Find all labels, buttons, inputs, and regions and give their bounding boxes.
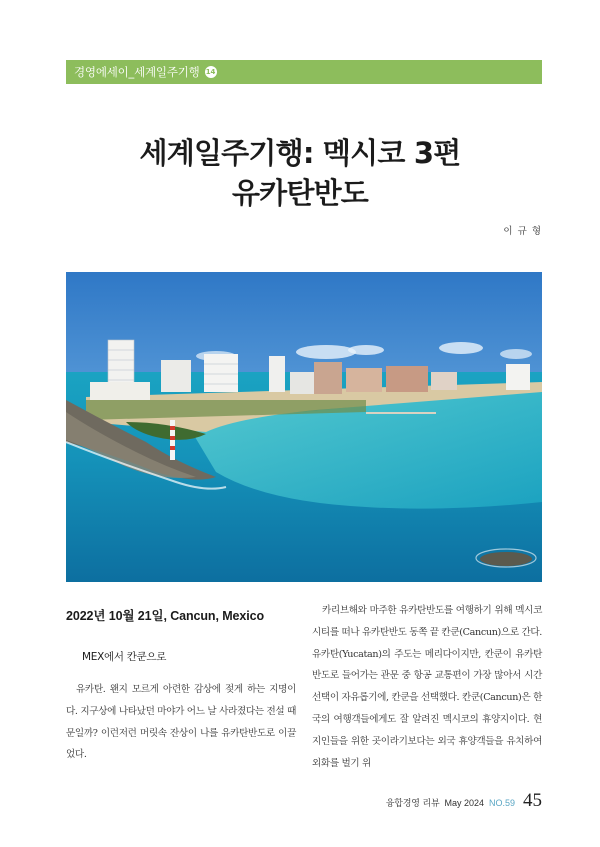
author-name: 이 규 형 (503, 226, 542, 237)
left-column-text (66, 679, 296, 766)
page-footer (386, 790, 542, 812)
page-number: 45 (523, 790, 542, 811)
date-location-heading: 2022년 10월 21일, Cancun, Mexico (66, 609, 264, 623)
right-column-paragraph: 카리브해와 마주한 유카탄반도를 여행하기 위해 멕시코시티를 떠나 유카탄반도 동쪽 끝 칸쿤(Cancun)으로 간다. 유카탄(Yucatan)의 주도는 메리다이지만, 칸쿤이 유카탄반도로 들어가는 관문 중 항공 교통편이 가장 많아서 시간 선택이 자유롭기에, 칸쿤을 선택했다. 칸쿤(Cancun)은 한국의 여행객들에게도 잘 알려진 멕시코의 휴양지이다. 현지인들을 위한 곳이라기보다는 외국 휴양객들을 유치하여 외화를 벌기 위 (312, 605, 542, 769)
section-label: 경영에세이_세계일주기행 (74, 65, 200, 79)
section-subheading: MEX에서 칸쿤으로 (82, 651, 167, 663)
article-title-line2: 유카탄반도 (231, 176, 369, 210)
magazine-name: 융합경영 리뷰 (385, 799, 440, 809)
issue-date: May 2024 (444, 798, 484, 808)
section-header-bar (66, 60, 542, 84)
left-column-paragraph: 유카탄. 왠지 모르게 아련한 감상에 젖게 하는 지명이다. 지구상에 나타났던 마야가 어느 날 사라졌다는 전설 때문일까? 이런저런 머릿속 잔상이 나를 유카탄반도로 이끌었다. (66, 684, 296, 761)
right-column-text (312, 600, 542, 774)
series-number-badge: 14 (205, 68, 216, 76)
issue-number: NO.59 (488, 798, 515, 808)
article-title-line1: 세계일주기행: 멕시코 3편 (139, 136, 461, 170)
cancun-coast-photo (66, 272, 542, 582)
